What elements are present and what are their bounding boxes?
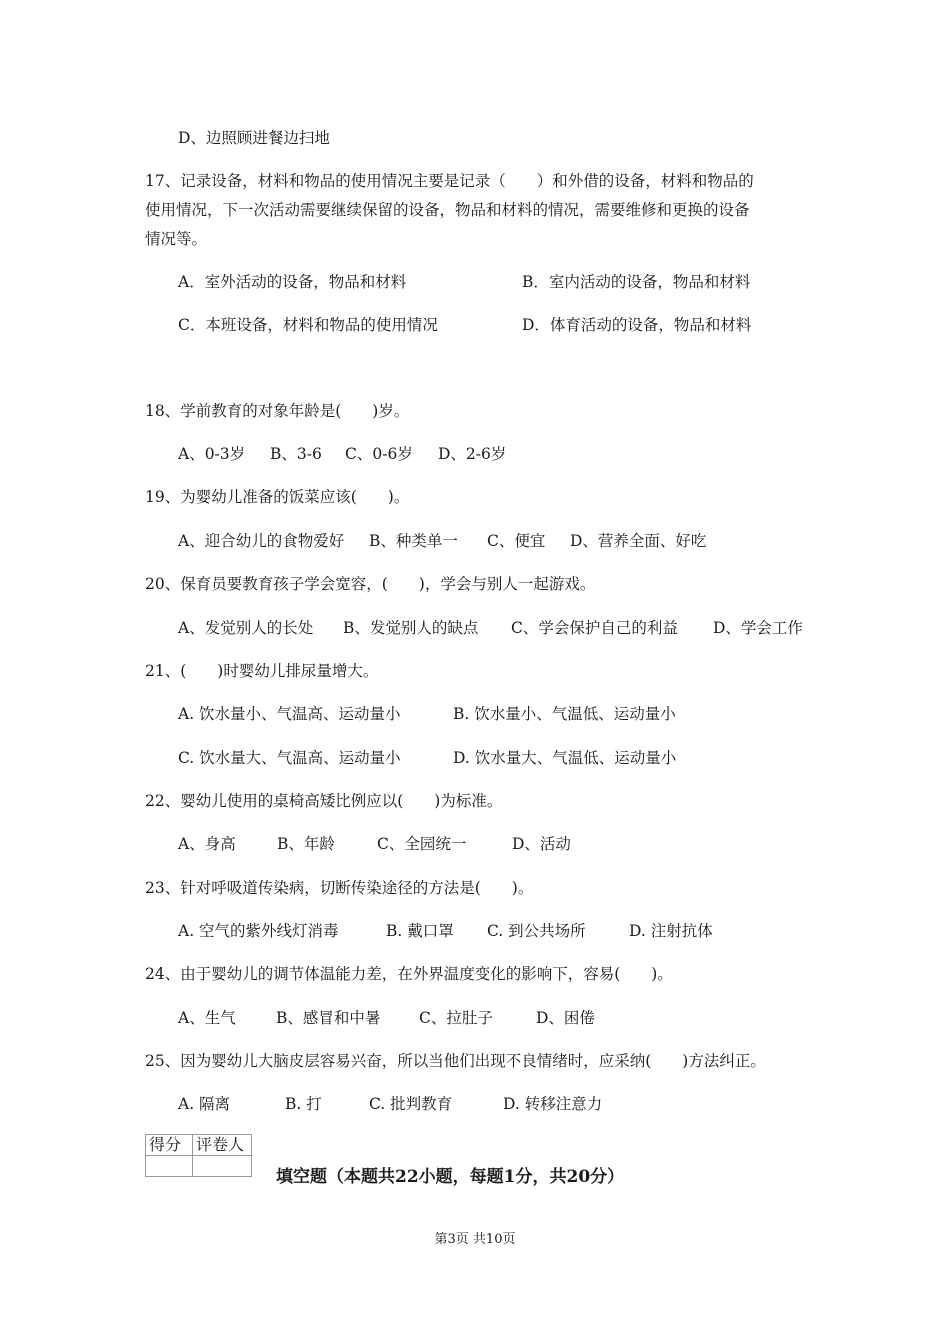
q18-options [178,444,506,464]
q24-stem: 24、由于婴幼儿的调节体温能力差，在外界温度变化的影响下，容易( )。 [145,965,673,983]
grader-header: 评卷人 [193,1135,252,1156]
q17-option-c: C．本班设备，材料和物品的使用情况 [178,316,438,334]
q25-option-b: B. 打 [285,1095,322,1113]
q24-option-c: C、拉肚子 [419,1009,493,1027]
q17-option-a: A．室外活动的设备，物品和材料 [178,273,407,291]
q19-stem: 19、为婴幼儿准备的饭菜应该( )。 [145,488,410,506]
q23-option-a: A. 空气的紫外线灯消毒 [178,922,339,940]
q20-option-b: B、发觉别人的缺点 [343,619,479,637]
q19-option-d: D、营养全面、好吃 [570,532,707,550]
grader-cell [193,1156,252,1177]
q18-option-a: A、0-3岁 [178,445,246,463]
q23-option-d: D. 注射抗体 [629,922,713,940]
q25-stem: 25、因为婴幼儿大脑皮层容易兴奋，所以当他们出现不良情绪时，应采纳( )方法纠正。 [145,1052,766,1070]
q25-option-d: D. 转移注意力 [503,1095,603,1113]
q17-stem-line1: 17、记录设备，材料和物品的使用情况主要是记录（ ）和外借的设备，材料和物品的 [145,172,754,190]
q21-option-c: C. 饮水量大、气温高、运动量小 [178,749,401,767]
score-cell [146,1156,193,1177]
q21-stem: 21、( )时婴幼儿排尿量增大。 [145,662,379,680]
q18-stem: 18、学前教育的对象年龄是( )岁。 [145,402,410,420]
q17-stem-line2: 使用情况，下一次活动需要继续保留的设备，物品和材料的情况，需要维修和更换的设备 [145,201,750,219]
q25-option-a: A. 隔离 [178,1095,231,1113]
q23-option-c: C. 到公共场所 [487,922,586,940]
q19-option-a: A、迎合幼儿的食物爱好 [178,532,345,550]
q20-options [178,618,803,638]
q25-option-c: C. 批判教育 [369,1095,453,1113]
q22-option-d: D、活动 [512,835,571,853]
score-box [145,1134,252,1177]
q25-options [178,1094,602,1114]
q24-option-d: D、困倦 [536,1009,595,1027]
q24-option-b: B、感冒和中暑 [276,1009,381,1027]
q24-options [178,1008,595,1028]
q22-option-c: C、全园统一 [377,835,467,853]
q17-option-d: D．体育活动的设备，物品和材料 [522,316,752,334]
q17-stem-line3: 情况等。 [145,230,208,248]
q23-option-b: B. 戴口罩 [386,922,454,940]
q21-option-a: A. 饮水量小、气温高、运动量小 [178,705,401,723]
q22-option-b: B、年龄 [277,835,335,853]
q16-option-d: D、边照顾进餐边扫地 [178,129,330,147]
q17-option-b: B．室内活动的设备，物品和材料 [522,273,751,291]
q20-option-c: C、学会保护自己的利益 [511,619,678,637]
section-title: 填空题（本题共22小题，每题1分，共20分） [276,1167,625,1187]
score-header: 得分 [146,1135,193,1156]
q20-stem: 20、保育员要教育孩子学会宽容，( )，学会与别人一起游戏。 [145,575,596,593]
q18-option-b: B、3-6 [270,445,322,463]
q22-option-a: A、身高 [178,835,236,853]
q21-option-b: B. 饮水量小、气温低、运动量小 [453,705,676,723]
q20-option-d: D、学会工作 [713,619,803,637]
q22-stem: 22、婴幼儿使用的桌椅高矮比例应以( )为标准。 [145,792,503,810]
q18-option-d: D、2-6岁 [438,445,507,463]
q21-option-d: D. 饮水量大、气温低、运动量小 [453,749,677,767]
q19-option-c: C、便宜 [487,532,546,550]
q18-option-c: C、0-6岁 [345,445,413,463]
q23-options [178,921,713,941]
q19-option-b: B、种类单一 [369,532,458,550]
q22-options [178,834,571,854]
page-footer: 第3页 共10页 [434,1232,516,1247]
q24-option-a: A、生气 [178,1009,236,1027]
q20-option-a: A、发觉别人的长处 [178,619,314,637]
q19-options [178,531,706,551]
q23-stem: 23、针对呼吸道传染病，切断传染途径的方法是( )。 [145,879,534,897]
